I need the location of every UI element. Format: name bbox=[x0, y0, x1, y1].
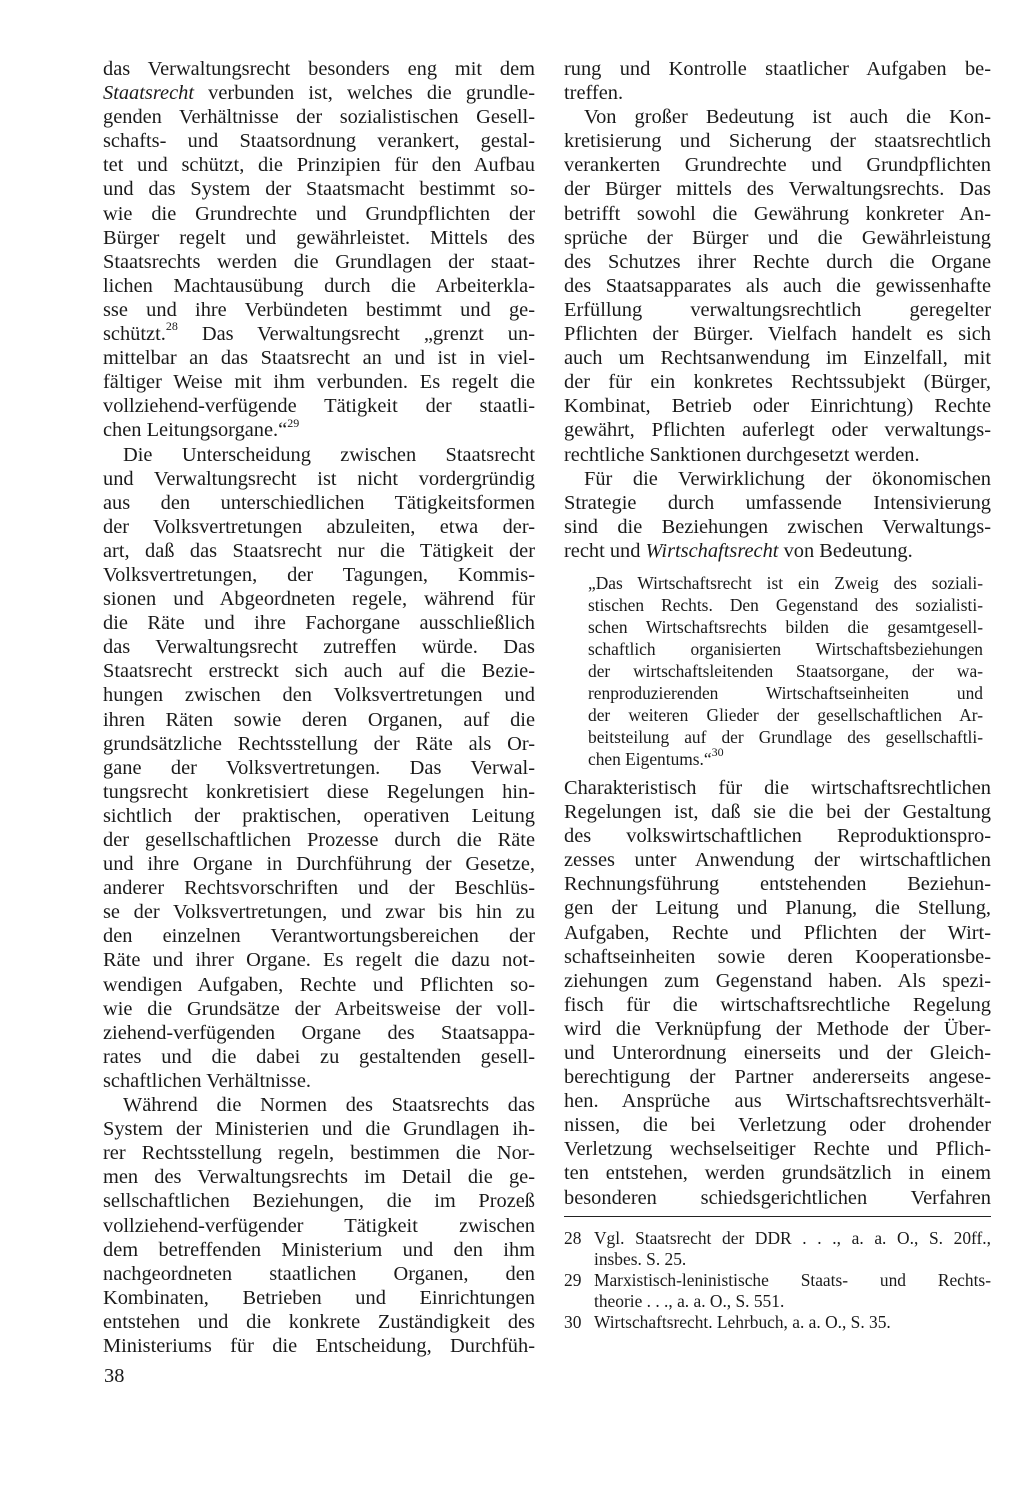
text-line bbox=[103, 370, 535, 394]
text-line bbox=[564, 153, 991, 177]
line-text: sse und ihre Verbündeten bestimmt und ge- bbox=[103, 298, 535, 321]
line-text: dem betreffenden Ministerium und den ihm bbox=[103, 1238, 535, 1261]
page-number: 38 bbox=[104, 1365, 125, 1387]
line-text: auch um Rechtsanwendung im Einzelfall, mit bbox=[564, 347, 991, 370]
line-text: recht und bbox=[564, 539, 646, 562]
text-line bbox=[564, 1065, 991, 1089]
text-line bbox=[103, 129, 535, 153]
right-text-column bbox=[564, 57, 991, 1210]
footnote-text: Vgl. Staatsrecht der DDR . . ., a. a. O., S. 20ff., bbox=[594, 1228, 991, 1248]
line-text: Strategie durch umfassende Intensivierung bbox=[564, 491, 991, 514]
line-text: schaftlich organisierten Wirtschaftsbeziehungen bbox=[588, 638, 983, 659]
footnote-reference: 29 bbox=[287, 415, 300, 430]
text-line bbox=[588, 572, 983, 594]
line-text: nachgeordneten staatlichen Organen, den bbox=[103, 1262, 535, 1285]
line-text: berechtigung der Partner andererseits angese- bbox=[564, 1066, 991, 1089]
text-line bbox=[564, 202, 991, 226]
line-text: betrifft sowohl die Gewährung konkreter An- bbox=[564, 202, 991, 225]
line-text: wie die Grundsätze der Arbeitsweise der voll- bbox=[103, 997, 535, 1020]
text-line bbox=[103, 443, 535, 467]
line-text: der gesellschaftlichen Prozesse durch die Räte bbox=[103, 829, 535, 851]
footnote-text: Wirtschaftsrecht. Lehrbuch, a. a. O., S. 35. bbox=[594, 1312, 891, 1332]
line-text: vollziehend-verfügende Tätigkeit der staatli- bbox=[103, 395, 535, 418]
line-text: entstehen und die konkrete Zuständigkeit des bbox=[103, 1310, 535, 1333]
line-text: Bürger regelt und gewährleistet. Mittels des bbox=[103, 226, 535, 249]
text-line bbox=[564, 226, 991, 250]
text-line bbox=[103, 804, 535, 828]
text-line bbox=[103, 250, 535, 274]
line-text: des Schutzes ihrer Rechte durch die Organe bbox=[564, 250, 991, 273]
line-text: der wirtschaftsleitenden Staatsorgane, der wa- bbox=[588, 660, 983, 681]
text-line bbox=[564, 1113, 991, 1137]
text-line bbox=[564, 250, 991, 274]
line-text: ten entstehen, werden grundsätzlich in einem bbox=[564, 1162, 991, 1185]
text-line bbox=[103, 1165, 535, 1189]
text-line bbox=[103, 1238, 535, 1262]
footnote-text: theorie . . ., a. a. O., S. 551. bbox=[594, 1291, 785, 1311]
line-text: sichtlich der praktischen, operativen Leitung bbox=[103, 804, 535, 827]
text-line bbox=[564, 969, 991, 993]
line-text: System der Ministerien und die Grundlagen ih- bbox=[103, 1118, 535, 1141]
line-text: Räte und ihrer Organe. Es regelt die dazu not- bbox=[103, 949, 535, 972]
block-quote bbox=[564, 572, 991, 770]
line-text: das Verwaltungsrecht zutreffen würde. Das bbox=[103, 636, 535, 659]
line-text: der weiteren Glieder der gesellschaftlichen Ar- bbox=[588, 704, 983, 725]
footnote-reference: 28 bbox=[165, 319, 178, 334]
line-text: schaftlichen Verhältnisse. bbox=[103, 1069, 311, 1092]
text-line bbox=[103, 491, 535, 515]
text-line bbox=[103, 105, 535, 129]
line-text: aus den unterschiedlichen Tätigkeitsformen bbox=[103, 491, 535, 514]
line-text: verankerten Grundrechte und Grundpflichten bbox=[564, 154, 991, 177]
footnote-29 bbox=[564, 1270, 991, 1312]
line-text: der Volksvertretungen abzuleiten, etwa der- bbox=[103, 515, 535, 538]
footnote-30 bbox=[564, 1312, 991, 1333]
text-line bbox=[103, 1189, 535, 1213]
text-line bbox=[564, 418, 991, 442]
line-text: mittelbar an das Staatsrecht an und ist in viel- bbox=[103, 347, 535, 370]
line-text: treffen. bbox=[564, 82, 624, 105]
text-line bbox=[564, 1137, 991, 1161]
left-text-column bbox=[103, 57, 535, 1358]
line-text: renproduzierenden Wirtschaftseinheiten und bbox=[588, 682, 983, 703]
line-text: wird die Verknüpfung der Methode der Über- bbox=[564, 1017, 991, 1040]
footnote-number: 29 bbox=[564, 1270, 582, 1290]
line-text: Verletzung wechselseitiger Rechte und Pflich- bbox=[564, 1138, 991, 1161]
line-text: sprüche der Bürger und die Gewährleistung bbox=[564, 226, 991, 249]
line-text: und Verwaltungsrecht ist nicht vordergründig bbox=[103, 467, 535, 490]
text-line bbox=[564, 800, 991, 824]
text-line bbox=[103, 659, 535, 683]
text-line bbox=[103, 683, 535, 707]
text-line bbox=[564, 872, 991, 896]
text-line bbox=[588, 682, 983, 704]
line-text: „Das Wirtschaftsrecht ist ein Zweig des soziali- bbox=[588, 572, 983, 593]
line-text: wie die Grundrechte und Grundpflichten der bbox=[103, 202, 535, 225]
text-line bbox=[588, 704, 983, 726]
line-text-continued: Das Verwaltungsrecht „grenzt un- bbox=[177, 323, 535, 346]
text-line bbox=[564, 177, 991, 201]
text-line bbox=[103, 177, 535, 201]
line-text: Staatsrechts werden die Grundlagen der staat- bbox=[103, 250, 535, 273]
line-text: lichen Machtausübung durch die Arbeiterkla- bbox=[103, 274, 535, 297]
line-text: und Unterordnung einerseits und der Gleich- bbox=[564, 1042, 991, 1064]
line-text: beitsteilung auf der Grundlage des gesellschaftli- bbox=[588, 726, 983, 747]
text-line bbox=[564, 848, 991, 872]
text-line bbox=[103, 948, 535, 972]
line-text: tet und schützt, die Prinzipien für den Aufbau bbox=[103, 154, 535, 177]
text-line bbox=[564, 921, 991, 945]
text-line bbox=[103, 924, 535, 948]
line-text: chen Eigentums.“ bbox=[588, 748, 712, 769]
text-line bbox=[103, 1069, 535, 1093]
line-text: schen Wirtschaftsrechts bilden die gesamtgesell- bbox=[588, 616, 983, 637]
text-line bbox=[103, 1214, 535, 1238]
text-line bbox=[103, 1141, 535, 1165]
line-text: Volksvertretungen, der Tagungen, Kommis- bbox=[103, 563, 535, 586]
footnote-28 bbox=[564, 1228, 991, 1270]
line-text: des Staatsapparates als auch die gewissenhafte bbox=[564, 274, 991, 297]
line-text: ihren Räten sowie deren Organen, auf die bbox=[103, 708, 535, 731]
text-line bbox=[103, 997, 535, 1021]
text-line bbox=[103, 415, 535, 442]
line-text: Staatsrecht erstreckt sich auch auf die Bezie- bbox=[103, 660, 535, 683]
text-line bbox=[588, 745, 983, 770]
line-text: Während die Normen des Staatsrechts das bbox=[123, 1094, 535, 1117]
text-line bbox=[564, 1161, 991, 1185]
line-text: genden Verhältnisse der sozialistischen Gesell- bbox=[103, 106, 535, 129]
text-line bbox=[103, 202, 535, 226]
line-text: des volkswirtschaftlichen Reproduktionspro- bbox=[564, 825, 991, 848]
text-line bbox=[103, 876, 535, 900]
text-line bbox=[103, 828, 535, 852]
text-line bbox=[103, 1334, 535, 1358]
text-line bbox=[564, 81, 991, 105]
line-text: zesses unter Anwendung der wirtschaftlichen bbox=[564, 849, 991, 872]
line-text: men des Verwaltungsrechts im Detail die ge- bbox=[103, 1166, 535, 1189]
line-text: den einzelnen Verantwortungsbereichen der bbox=[103, 925, 535, 948]
text-line bbox=[564, 57, 991, 81]
line-text: kretisierung und Sicherung der staatsrechtlich bbox=[564, 130, 991, 153]
footnote-number: 28 bbox=[564, 1228, 582, 1248]
line-text: Rechnungsführung entstehenden Beziehun- bbox=[564, 873, 991, 896]
line-text: gen der Leitung und Planung, die Stellung, bbox=[564, 897, 991, 920]
text-line bbox=[103, 732, 535, 756]
line-text: Von großer Bedeutung ist auch die Kon- bbox=[584, 106, 991, 129]
text-line bbox=[564, 129, 991, 153]
footnote-text: Marxistisch-leninistische Staats- und Rechts- bbox=[594, 1270, 991, 1290]
text-line bbox=[103, 780, 535, 804]
text-line bbox=[103, 1021, 535, 1045]
text-line bbox=[103, 900, 535, 924]
line-text: Pflichten der Bürger. Vielfach handelt es sich bbox=[564, 323, 991, 346]
text-line bbox=[103, 756, 535, 780]
line-text: se der Volksvertretungen, und zwar bis hin zu bbox=[103, 901, 535, 924]
line-text: grundsätzliche Rechtsstellung der Räte als Or- bbox=[103, 732, 535, 755]
line-text: chen Leitungsorgane.“ bbox=[103, 419, 288, 442]
text-line bbox=[564, 1017, 991, 1041]
text-line bbox=[103, 81, 535, 105]
line-text: Für die Verwirklichung der ökonomischen bbox=[584, 467, 991, 490]
line-text: art, daß das Staatsrecht nur die Tätigkeit der bbox=[103, 539, 535, 562]
line-text: Ministeriums für die Entscheidung, Durchfüh- bbox=[103, 1334, 535, 1357]
line-text: gewährt, Pflichten auferlegt oder verwaltungs- bbox=[564, 419, 991, 442]
line-text: tungsrecht konkretisiert diese Regelungen hin- bbox=[103, 780, 535, 803]
line-text: das Verwaltungsrecht besonders eng mit dem bbox=[103, 58, 535, 80]
text-line bbox=[103, 394, 535, 418]
text-line bbox=[103, 1262, 535, 1286]
footnote-number: 30 bbox=[564, 1312, 582, 1332]
text-line bbox=[103, 274, 535, 298]
text-line bbox=[564, 105, 991, 129]
text-line bbox=[588, 638, 983, 660]
line-text: ziehend-verfügenden Organe des Staatsappa- bbox=[103, 1021, 535, 1044]
text-line bbox=[564, 824, 991, 848]
line-text: Kombinaten, Betrieben und Einrichtungen bbox=[103, 1286, 535, 1309]
text-line bbox=[564, 1089, 991, 1113]
text-line bbox=[564, 776, 991, 800]
line-text: rung und Kontrolle staatlicher Aufgaben be- bbox=[564, 58, 991, 80]
text-line bbox=[564, 993, 991, 1017]
text-line bbox=[564, 515, 991, 539]
text-line bbox=[103, 467, 535, 491]
text-line bbox=[103, 226, 535, 250]
line-text: der Bürger mittels des Verwaltungsrechts. Das bbox=[564, 178, 991, 201]
line-text: Erfüllung verwaltungsrechtlich geregelter bbox=[564, 298, 991, 321]
footnote-reference: 30 bbox=[711, 745, 724, 760]
line-text: verbunden ist, welches die grundle- bbox=[194, 82, 535, 105]
text-line bbox=[103, 587, 535, 611]
text-line bbox=[564, 539, 991, 563]
line-text: der für ein konkretes Rechtssubjekt (Bürger, bbox=[564, 371, 991, 394]
line-text: hen. Ansprüche aus Wirtschaftsrechtsverhält- bbox=[564, 1090, 991, 1113]
text-line bbox=[588, 616, 983, 638]
text-line bbox=[588, 594, 983, 616]
line-text: vollziehend-verfügender Tätigkeit zwischen bbox=[103, 1214, 535, 1237]
text-line bbox=[103, 1286, 535, 1310]
line-text: Kombinat, Betrieb oder Einrichtung) Rechte bbox=[564, 395, 991, 418]
text-line bbox=[103, 1093, 535, 1117]
line-text: fältiger Weise mit ihm verbunden. Es regelt die bbox=[103, 371, 535, 394]
right-column-paragraphs bbox=[564, 57, 991, 563]
text-line bbox=[103, 346, 535, 370]
line-text: Die Unterscheidung zwischen Staatsrecht bbox=[123, 443, 535, 466]
line-text: wendigen Aufgaben, Rechte und Pflichten so- bbox=[103, 973, 535, 996]
text-line bbox=[103, 515, 535, 539]
text-line bbox=[103, 1117, 535, 1141]
text-line bbox=[103, 708, 535, 732]
line-text: sionen und Abgeordneten regele, während für bbox=[103, 588, 535, 611]
line-text: und ihre Organe in Durchführung der Gesetze, bbox=[103, 853, 535, 876]
line-text: stischen Rechts. Den Gegenstand des sozialisti- bbox=[588, 594, 983, 615]
line-text: die Räte und ihre Fachorgane ausschließlich bbox=[103, 612, 535, 635]
text-line bbox=[103, 539, 535, 563]
line-text: Aufgaben, Rechte und Pflichten der Wirt- bbox=[564, 921, 991, 944]
italic-term: Wirtschaftsrecht bbox=[645, 539, 779, 562]
text-line bbox=[564, 298, 991, 322]
line-text: sind die Beziehungen zwischen Verwaltungs- bbox=[564, 515, 991, 538]
line-text: rechtliche Sanktionen durchgesetzt werden. bbox=[564, 443, 920, 466]
footnote-text: insbes. S. 25. bbox=[594, 1249, 687, 1269]
line-text: rates und die dabei zu gestaltenden gesell- bbox=[103, 1045, 535, 1068]
text-line bbox=[103, 153, 535, 177]
line-text: schaftseinheiten sowie deren Kooperationsbe- bbox=[564, 945, 991, 968]
line-text-continued: von Bedeutung. bbox=[778, 539, 913, 562]
text-line bbox=[103, 852, 535, 876]
text-line bbox=[564, 346, 991, 370]
text-line bbox=[564, 274, 991, 298]
line-text: sellschaftlichen Beziehungen, die im Prozeß bbox=[103, 1190, 535, 1213]
footnote-separator-rule bbox=[564, 1216, 991, 1217]
text-line bbox=[103, 57, 535, 81]
text-line bbox=[103, 611, 535, 635]
line-text: gane der Volksvertretungen. Das Verwal- bbox=[103, 756, 535, 779]
text-line bbox=[564, 394, 991, 418]
text-line bbox=[103, 563, 535, 587]
line-text: Regelungen ist, daß sie die bei der Gestaltung bbox=[564, 801, 991, 824]
text-line bbox=[103, 635, 535, 659]
line-text: schützt. bbox=[103, 323, 166, 346]
line-text: rer Rechtsstellung regeln, bestimmen die Nor- bbox=[103, 1142, 535, 1165]
line-text: schafts- und Staatsordnung verankert, gestal- bbox=[103, 130, 535, 153]
line-text: besonderen schiedsgerichtlichen Verfahren bbox=[564, 1186, 991, 1209]
text-line bbox=[564, 491, 991, 515]
italic-term: Staatsrecht bbox=[103, 82, 194, 105]
text-line bbox=[588, 726, 983, 748]
text-line bbox=[103, 1310, 535, 1334]
line-text: und das System der Staatsmacht bestimmt so- bbox=[103, 178, 535, 201]
text-line bbox=[588, 660, 983, 682]
text-line bbox=[564, 370, 991, 394]
text-line bbox=[103, 973, 535, 997]
line-text: fisch für die wirtschaftsrechtliche Regelung bbox=[564, 993, 991, 1016]
line-text: ziehungen zum Gegenstand haben. Als spezi- bbox=[564, 969, 991, 992]
line-text: Charakteristisch für die wirtschaftsrechtlichen bbox=[564, 776, 991, 799]
text-line bbox=[564, 1186, 991, 1210]
text-line bbox=[564, 1041, 991, 1065]
text-line bbox=[564, 443, 991, 467]
text-line bbox=[564, 945, 991, 969]
line-text: anderer Rechtsvorschriften und der Beschlüs- bbox=[103, 877, 535, 900]
right-column-continuation bbox=[564, 776, 991, 1210]
line-text: nissen, die bei Verletzung oder drohender bbox=[564, 1114, 991, 1137]
text-line bbox=[564, 467, 991, 491]
text-line bbox=[564, 322, 991, 346]
text-line bbox=[103, 319, 535, 346]
text-line bbox=[564, 896, 991, 920]
text-line bbox=[103, 1045, 535, 1069]
footnotes bbox=[564, 1228, 991, 1333]
line-text: hungen zwischen den Volksvertretungen und bbox=[103, 684, 535, 707]
